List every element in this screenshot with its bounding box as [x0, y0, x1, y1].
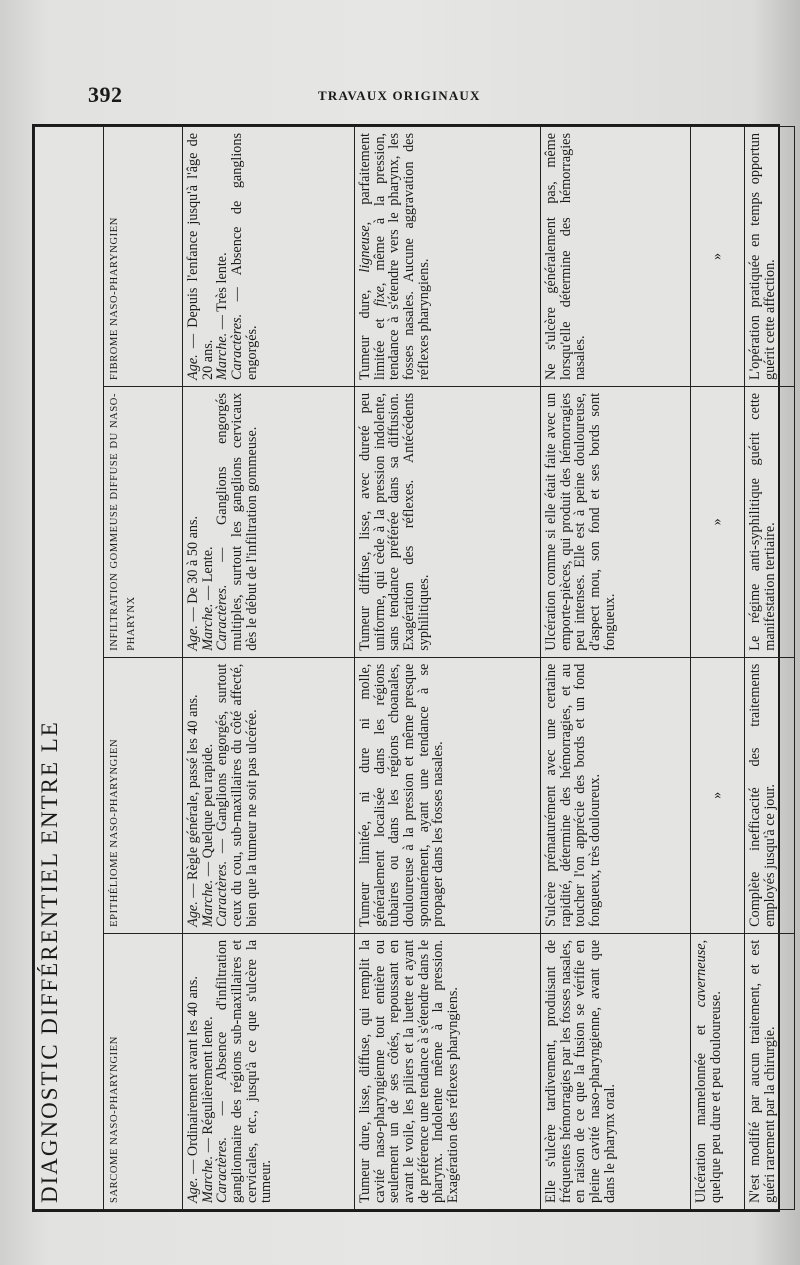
table-title	[35, 127, 104, 1210]
table-cell: Tumeur dure, lisse, diffuse, qui remplit la cavité naso-pharyngienne tout entière ou seulement un de ses côtés, repoussant en avant le voile, les piliers et la luette et ayant de préférence une tendance à s'étendre dans le pharynx. Indolente même à la pression. Exagération des réflexes pharyngiens.	[355, 933, 541, 1209]
table-row	[745, 127, 795, 1210]
ditto-mark: »	[691, 127, 745, 387]
column-header-fibrome: FIBROME NASO-PHARYNGIEN	[104, 127, 183, 387]
table-cell: Elle s'ulcère tardivement, produisant de fréquentes hémorragies par les fosses nasales, en raison de ce que la fusion se vérifie en pleine cavité naso-pharyngienne, avant que dans le pharynx oral.	[541, 933, 691, 1209]
column-header-epitheliome: EPITHÉLIOME NASO-PHARYNGIEN	[104, 657, 183, 933]
age-entry: Age. — De 30 à 50 ans.	[185, 515, 201, 651]
diagnosis-table-frame	[32, 124, 780, 1212]
differential-diagnosis-table	[34, 126, 795, 1210]
marche-entry: Marche. — Lente.	[199, 546, 216, 651]
table-cell: Tumeur dure, ligneuse, parfaitement limitée et fixe, même à la pression, tendance à s'étendre vers le pharynx, les fosses nasales. Aucune aggravation des réflexes pharyngiens.	[355, 127, 541, 387]
table-row	[355, 127, 541, 1210]
table-cell: Ulcération comme si elle était faite avec un emporte-pièces, qui produit des hémorragies peu intenses. Elle est à peine douloureuse, d'aspect mou, son fond et ses bords sont fongueux.	[541, 386, 691, 657]
caracteres-entry: Caractères. — Ganglions engorgés, surtout ceux du cou, sub-maxillaires du côté affecté, bien que la tumeur ne soit pas ulcérée.	[214, 663, 260, 927]
page-number: 392	[88, 82, 123, 107]
caracteres-entry: Caractères. — Ganglions engorgés multiples, surtout les ganglions cervicaux dès le début de l'infiltration gommeuse.	[214, 392, 260, 651]
table-cell: L'opération pratiquée en temps opportun guérit cette affection.	[745, 127, 795, 387]
ditto-mark: »	[691, 657, 745, 933]
caracteres-entry: Caractères. — Absence de ganglions engorgés.	[228, 133, 260, 380]
age-entry: Age. — Règle générale, passé les 40 ans.	[185, 694, 201, 927]
table-cell	[183, 127, 355, 387]
table-cell: Ne s'ulcère généralement pas, même lorsqu'elle détermine des hémorragies nasales.	[541, 127, 691, 387]
caracteres-entry: Caractères. — Absence d'infiltration ganglionnaire des régions sub-maxillaires et cervicales, etc., jusqu'à ce que s'ulcère la tumeur.	[214, 939, 275, 1203]
table-cell: Le régime anti-syphilitique guérit cette manifestation tertiaire.	[745, 386, 795, 657]
marche-entry: Marche. — Très lente.	[214, 252, 231, 380]
rotated-table-wrapper	[34, 126, 778, 1210]
table-cell	[183, 657, 355, 933]
age-entry: Age. — Ordinairement avant les 40 ans.	[185, 976, 201, 1203]
table-cell	[183, 386, 355, 657]
table-cell: N'est modifié par aucun traitement, et est guéri rarement par la chirurgie.	[745, 933, 795, 1209]
table-cell: Complète inefficacité des traitements employés jusqu'à ce jour.	[745, 657, 795, 933]
marche-entry: Marche. — Quelque peu rapide.	[199, 743, 216, 927]
running-head: TRAVAUX ORIGINAUX	[318, 88, 481, 103]
table-row	[183, 127, 355, 1210]
table-row	[541, 127, 691, 1210]
table-cell: S'ulcère prématurément avec une certaine rapidité, détermine des hémorragies, et au toucher l'on apprécie des bords et un fond fongueux, très douloureux.	[541, 657, 691, 933]
table-cell	[183, 933, 355, 1209]
column-header-sarcome: SARCOME NASO-PHARYNGIEN	[104, 933, 183, 1209]
table-cell: Tumeur limitée, ni dure ni molle, généralement localisée dans les régions tubaires ou dans les régions choanales, douloureuse à la pression et même presque spontanément, ayant une tendance à se propager dans les fosses nasales.	[355, 657, 541, 933]
age-entry: Age. — Depuis l'enfance jusqu'à l'âge de 20 ans.	[185, 133, 216, 380]
marche-entry: Marche. — Régulièrement lente.	[199, 1016, 216, 1203]
ditto-mark: »	[691, 386, 745, 657]
column-header-infiltration: INFILTRATION GOMMEUSE DIFFUSE DU NASO-PHARYNX	[104, 386, 183, 657]
table-row	[691, 127, 745, 1210]
table-cell: Ulcération mamelonnée et caverneuse, quelque peu dure et peu douloureuse.	[691, 933, 745, 1209]
table-title-text: DIAGNOSTIC DIFFÉRENTIEL ENTRE LE	[37, 720, 62, 1203]
table-cell: Tumeur diffuse, lisse, avec dureté peu uniforme, qui cède à la pression indolente, sans tendance préférée dans sa diffusion. Exagération des réflexes. Antécédents syphilitiques.	[355, 386, 541, 657]
